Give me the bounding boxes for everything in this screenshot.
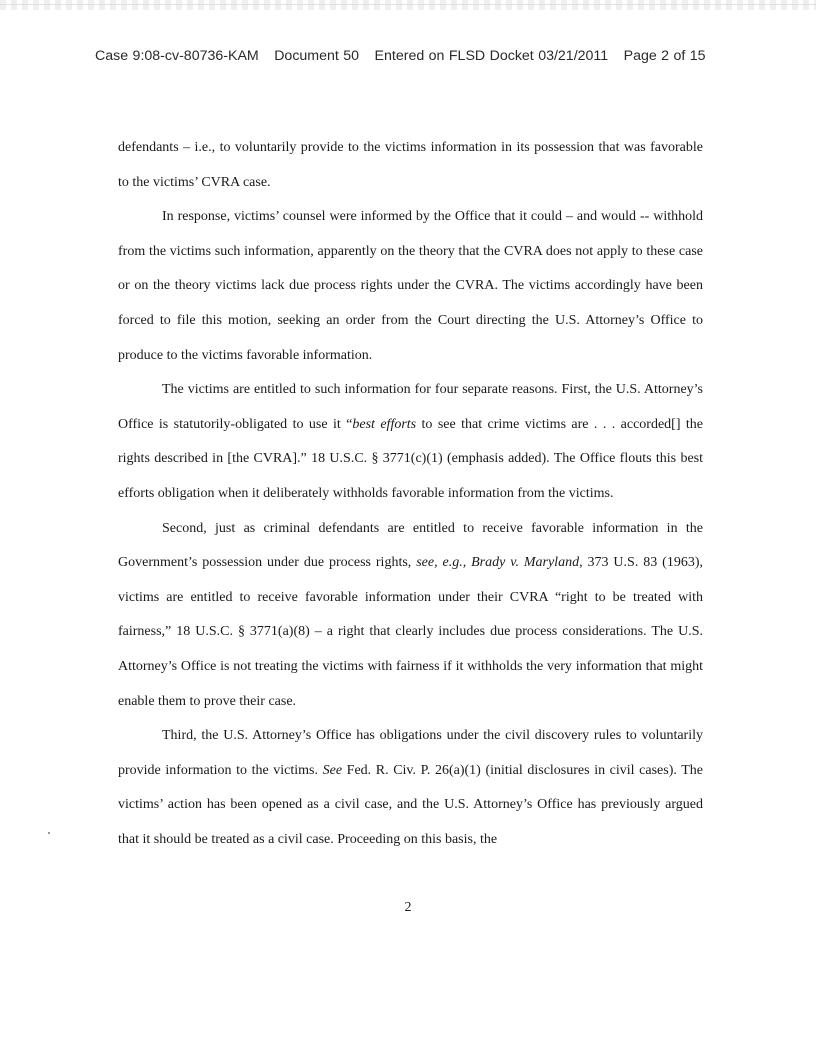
paragraph-text: In response, victims’ counsel were informed by the Office that it could – and would -- withhold from the victims such information, apparently on the theory that the CVRA does not apply to these case or on the theory victims lack due process rights under the CVRA. The victims accordingly have been forced to file this motion, seeking an order from the Court directing the U.S. Attorney’s Office to produce to the victims favorable information. bbox=[118, 209, 703, 363]
body-paragraph bbox=[118, 512, 703, 720]
italic-text: See bbox=[322, 762, 343, 778]
italic-text: see, e.g., Brady v. Maryland bbox=[416, 555, 580, 571]
case-header bbox=[95, 48, 735, 64]
page-number: 2 bbox=[404, 900, 412, 915]
body-paragraph bbox=[118, 373, 703, 511]
scan-artifact-strip bbox=[0, 0, 816, 10]
paragraph-text: defendants – i.e., to voluntarily provide to the victims information in its possession that was favorable to the victims’ CVRA case. bbox=[118, 140, 703, 190]
paragraph-text: The victims are entitled to such information for four separate reasons. First, the U.S. Attorney’s Office is statutorily-obligated to use it “ bbox=[118, 382, 703, 432]
paragraph-text: Fed. R. Civ. P. 26(a)(1) (initial disclosures in civil cases). The victims’ action has been opened as a civil case, and the U.S. Attorney’s Office has previously argued that it should be treated as a civil case. Proceeding on this basis, the bbox=[118, 762, 703, 847]
page-count: Page 2 of 15 bbox=[623, 48, 706, 64]
document-body bbox=[118, 131, 703, 857]
body-paragraph bbox=[118, 131, 703, 200]
document-number: Document 50 bbox=[274, 48, 360, 64]
docket-entry: Entered on FLSD Docket 03/21/2011 bbox=[374, 48, 609, 64]
paragraph-text: Third, the U.S. Attorney’s Office has obligations under the civil discovery rules to voluntarily provide information to the victims. bbox=[118, 728, 703, 778]
paragraph-text: , 373 U.S. 83 (1963), victims are entitled to receive favorable information under their CVRA “right to be treated with fairness,” 18 U.S.C. § 3771(a)(8) – a right that clearly includes due process considerations. The U.S. Attorney’s Office is not treating the victims with fairness if it withholds the very information that might enable them to prove their case. bbox=[118, 555, 703, 709]
italic-text: best efforts bbox=[352, 416, 417, 432]
scan-speck bbox=[48, 832, 50, 834]
body-paragraph bbox=[118, 719, 703, 857]
case-number: Case 9:08-cv-80736-KAM bbox=[95, 48, 259, 64]
paragraph-text: to see that crime victims are . . . accorded[] the rights described in [the CVRA].” 18 U.S.C. § 3771(c)(1) (emphasis added). The Office flouts this best efforts obligation when it deliberately withholds favorable information from the victims. bbox=[118, 416, 703, 501]
paragraph-text: Second, just as criminal defendants are entitled to receive favorable information in the Government’s possession under due process rights, bbox=[118, 520, 703, 571]
body-paragraph bbox=[118, 200, 703, 373]
